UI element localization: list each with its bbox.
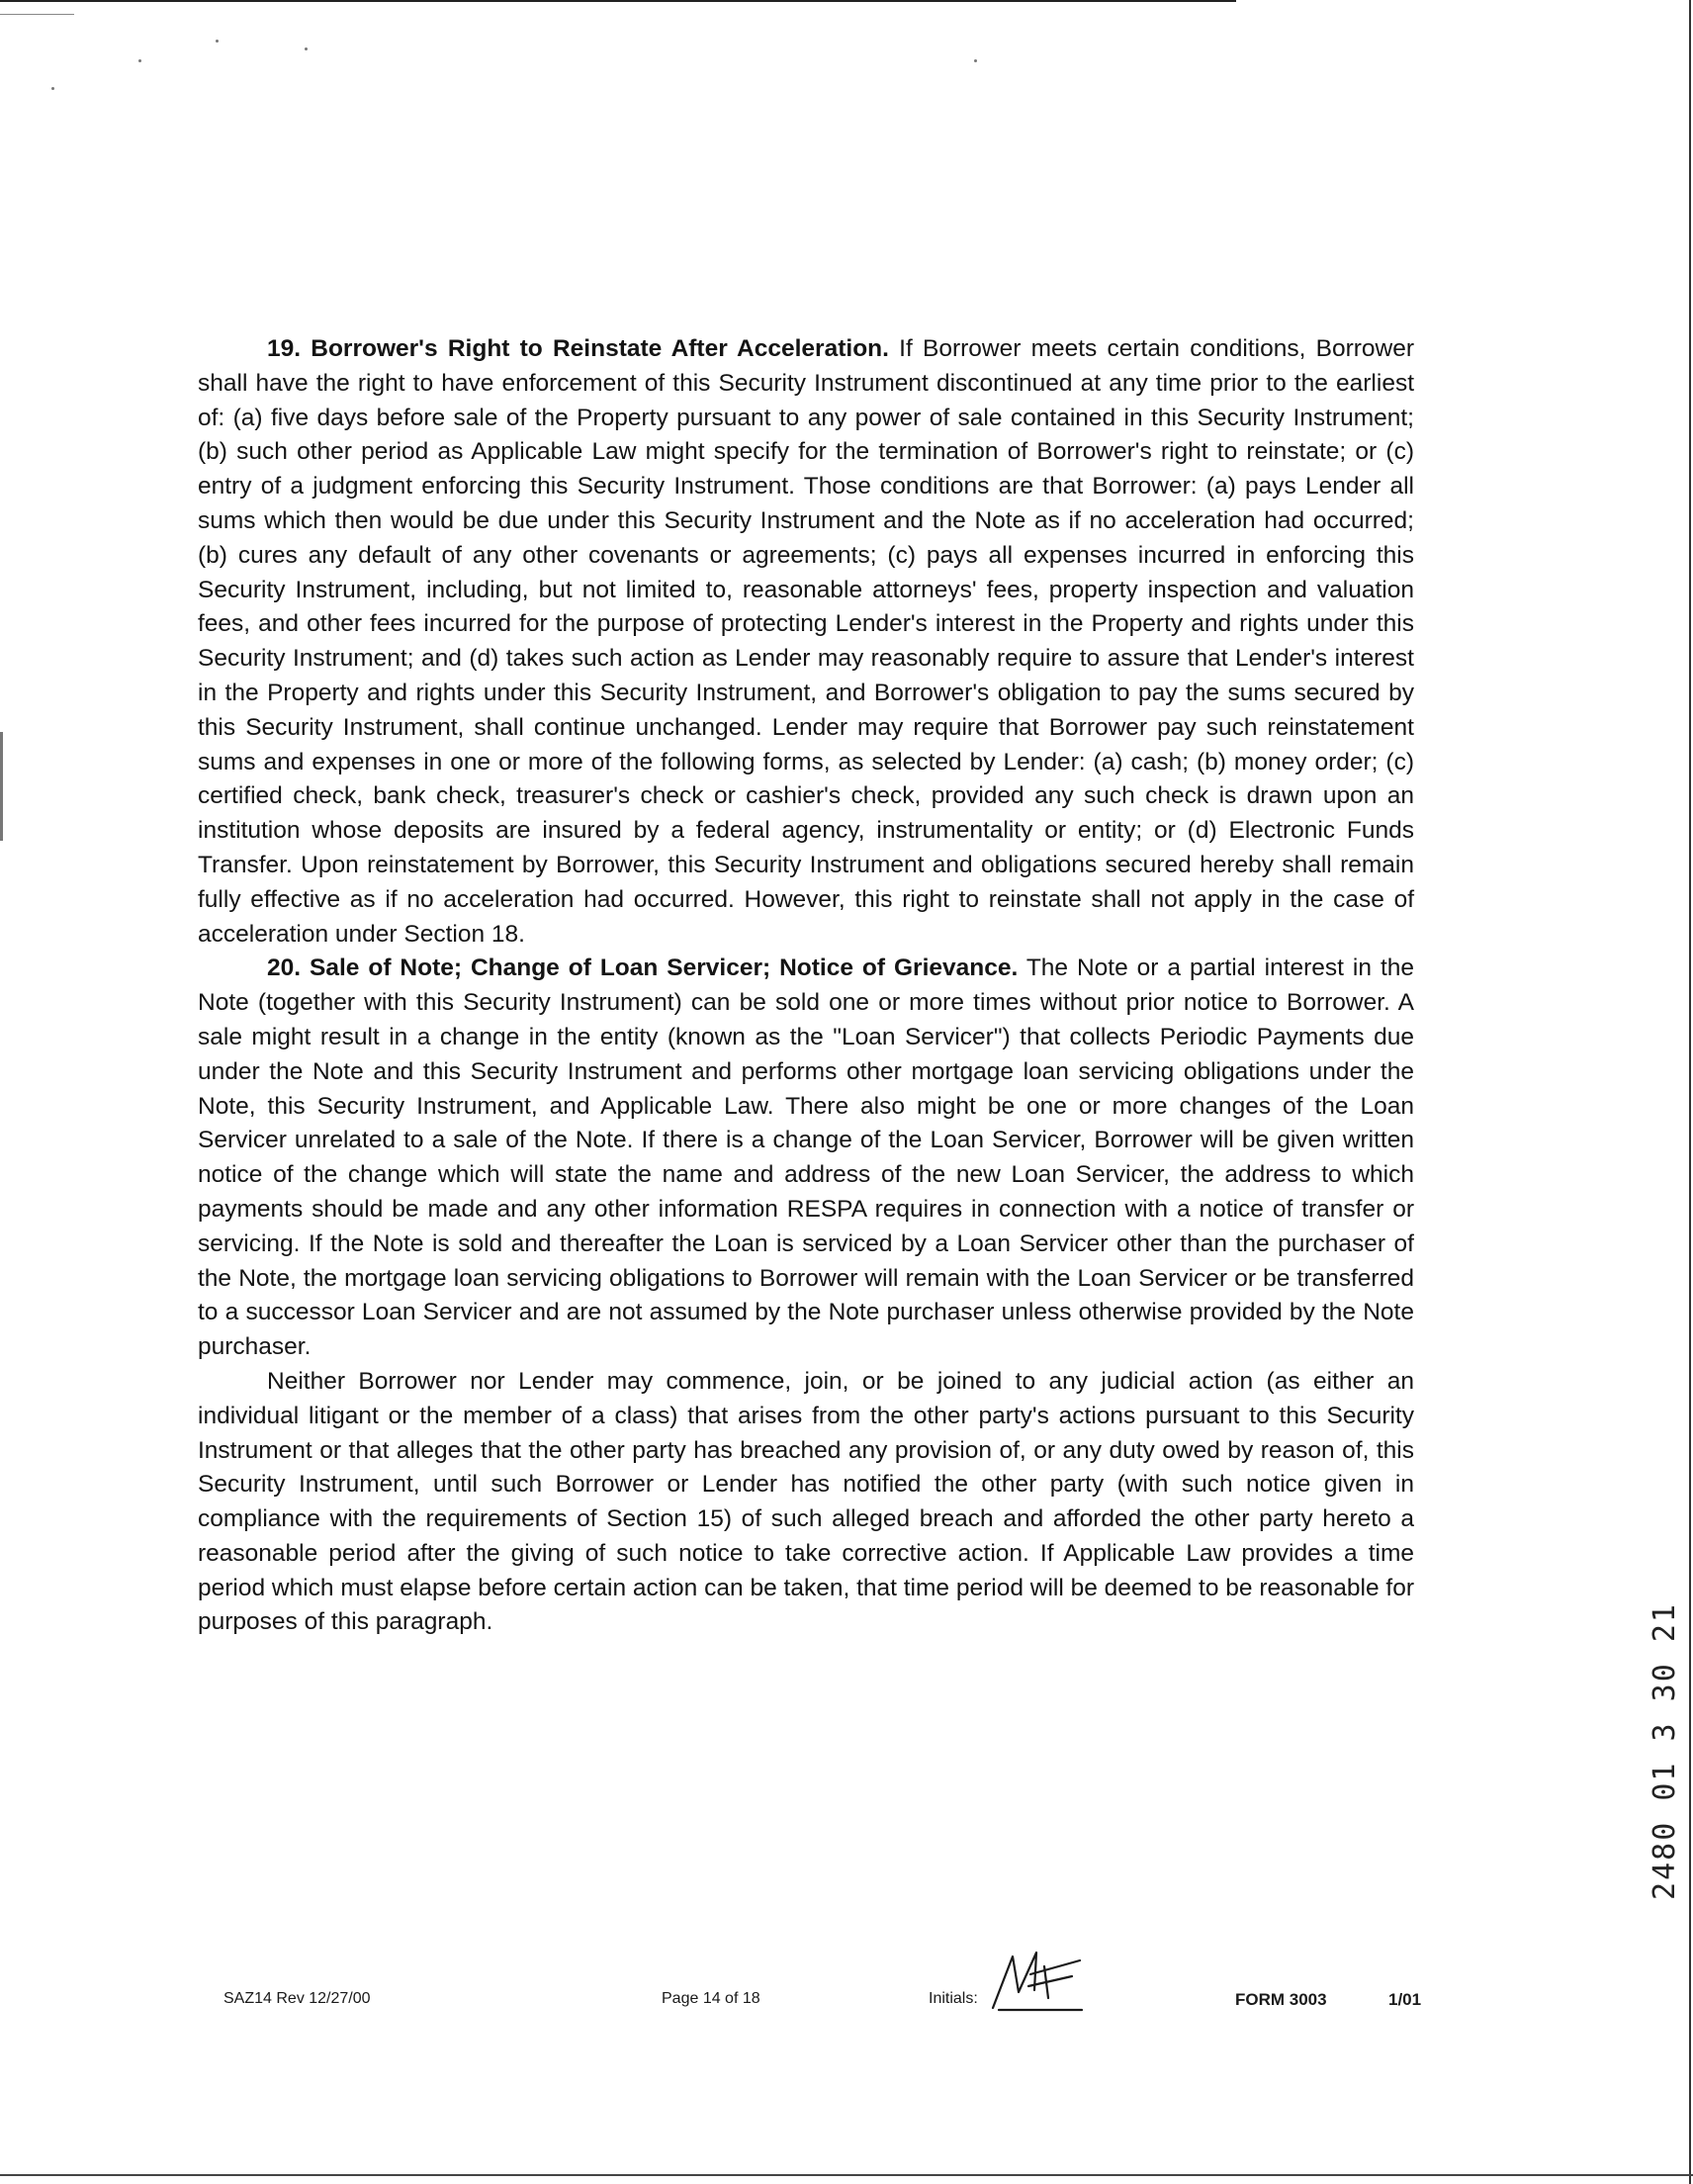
section-20-continuation-paragraph: [198, 1365, 1414, 1640]
footer-form-id: SAZ14 Rev 12/27/00: [223, 1990, 371, 2007]
section-19-paragraph: [198, 332, 1414, 952]
side-document-number: 2480 01 3 30 21: [1648, 1602, 1682, 1900]
section-19-text: If Borrower meets certain conditions, Borrower shall have the right to have enforcement of this Security Instrument discontinued at any time prior to the earliest of: (a) five days before sale of the Property pursuant to any power of sale contained in this Security Instrument; (b) such other period as Applicable Law might specify for the termination of Borrower's right to reinstate; or (c) entry of a judgment enforcing this Security Instrument. Those conditions are that Borrower: (a) pays Lender all sums which then would be due under this Security Instrument and the Note as if no acceleration had occurred; (b) cures any default of any other covenants or agreements; (c) pays all expenses incurred in enforcing this Security Instrument, including, but not limited to, reasonable attorneys' fees, property inspection and valuation fees, and other fees incurred for the purpose of protecting Lender's interest in the Property and rights under this Security Instrument; and (d) takes such action as Lender may reasonably require to assure that Lender's interest in the Property and rights under this Security Instrument, and Borrower's obligation to pay the sums secured by this Security Instrument, shall continue unchanged. Lender may require that Borrower pay such reinstatement sums and expenses in one or more of the following forms, as selected by Lender: (a) cash; (b) money order; (c) certified check, bank check, treasurer's check or cashier's check, provided any such check is drawn upon an institution whose deposits are insured by a federal agency, instrumentality or entity; or (d) Electronic Funds Transfer. Upon reinstatement by Borrower, this Security Instrument and obligations secured hereby shall remain fully effective as if no acceleration had occurred. However, this right to reinstate shall not apply in the case of acceleration under Section 18.: [198, 335, 1414, 948]
section-20-text: The Note or a partial interest in the Note (together with this Security Instrument) can be sold one or more times without prior notice to Borrower. A sale might result in a change in the entity (known as the "Loan Servicer") that collects Periodic Payments due under the Note and this Security Instrument and performs other mortgage loan servicing obligations under the Note, this Security Instrument, and Applicable Law. There also might be one or more changes of the Loan Servicer unrelated to a sale of the Note. If there is a change of the Loan Servicer, Borrower will be given written notice of the change which will state the name and address of the new Loan Servicer, the address to which payments should be made and any other information RESPA requires in connection with a notice of transfer or servicing. If the Note is sold and thereafter the Loan is serviced by a Loan Servicer other than the purchaser of the Note, the mortgage loan servicing obligations to Borrower will remain with the Loan Servicer or be transferred to a successor Loan Servicer and are not assumed by the Note purchaser unless otherwise provided by the Note purchaser.: [198, 955, 1415, 1361]
scan-speck: [216, 40, 219, 43]
section-19-heading: 19. Borrower's Right to Reinstate After Acceleration.: [267, 335, 889, 362]
initials-signature: [985, 1947, 1084, 2016]
document-body: [198, 332, 1414, 1640]
footer-initials-label: Initials:: [929, 1990, 978, 2007]
top-border-line: [0, 0, 1236, 2]
bottom-page-edge: [0, 2174, 1693, 2176]
footer-form-number: FORM 3003: [1235, 1990, 1327, 2009]
scan-speck: [305, 47, 308, 50]
scan-speck: [51, 87, 54, 90]
left-scan-mark: [0, 732, 3, 841]
footer-page-number: Page 14 of 18: [662, 1990, 760, 2007]
top-border-mark: [0, 14, 74, 15]
scan-speck: [974, 59, 977, 62]
right-page-edge: [1689, 0, 1691, 2184]
section-20-heading: 20. Sale of Note; Change of Loan Servicer; Notice of Grievance.: [267, 955, 1019, 982]
footer-form-date: 1/01: [1388, 1990, 1422, 2009]
section-20-paragraph: [198, 952, 1414, 1365]
section-20-continuation-text: Neither Borrower nor Lender may commence, join, or be joined to any judicial action (as either an individual litigant or the member of a class) that arises from the other party's actions pursuant to this Security Instrument or that alleges that the other party has breached any provision of, or any duty owed by reason of, this Security Instrument, until such Borrower or Lender has notified the other party (with such notice given in compliance with the requirements of Section 15) of such alleged breach and afforded the other party hereto a reasonable period after the giving of such notice to take corrective action. If Applicable Law provides a time period which must elapse before certain action can be taken, that time period will be deemed to be reasonable for purposes of this paragraph.: [198, 1367, 1414, 1636]
scan-speck: [138, 59, 141, 62]
